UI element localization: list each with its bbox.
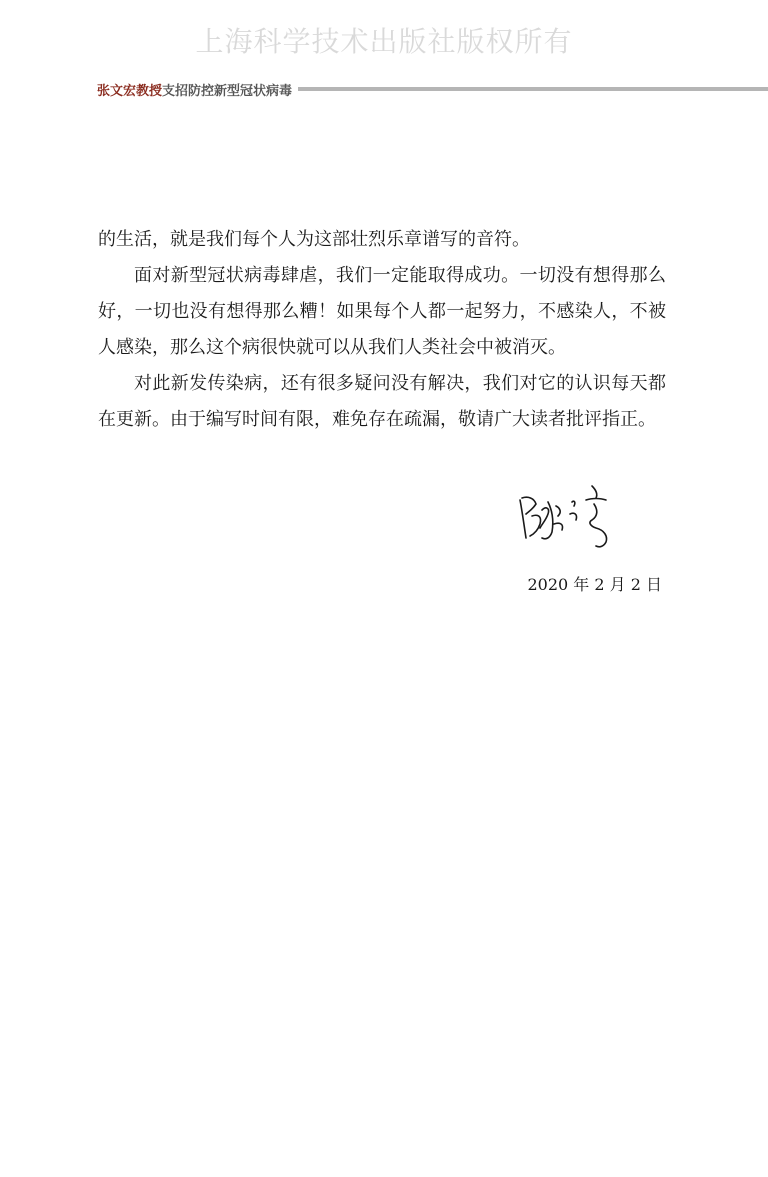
header-rule [298, 87, 768, 91]
paragraph-3: 对此新发传染病，还有很多疑问没有解决，我们对它的认识每天都在更新。由于编写时间有限，难免存在疏漏，敬请广大读者批评指正。 [98, 373, 666, 430]
header-title: 支招防控新型冠状病毒 [162, 83, 293, 99]
header-author: 张文宏教授 [97, 83, 163, 99]
running-header [97, 80, 768, 98]
handwritten-signature [512, 480, 622, 550]
copyright-watermark: 上海科学技术出版社版权所有 [195, 25, 573, 58]
date-line: 2020 年 2 月 2 日 [527, 575, 662, 594]
body-text [98, 222, 666, 438]
paragraph-2: 面对新型冠状病毒肆虐，我们一定能取得成功。一切没有想得那么好，一切也没有想得那么糟！如果每个人都一起努力，不感染人，不被人感染，那么这个病很快就可以从我们人类社会中被消灭。 [98, 265, 666, 358]
paragraph-1: 的生活，就是我们每个人为这部壮烈乐章谱写的音符。 [98, 229, 530, 250]
